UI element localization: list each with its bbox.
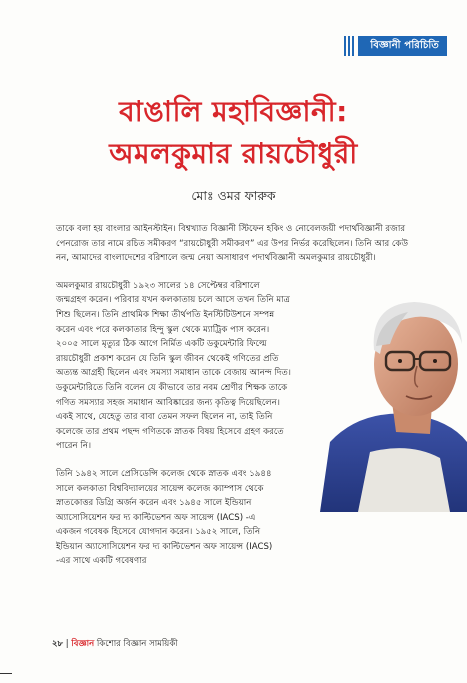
magazine-logo: বিজ্ঞান — [71, 639, 95, 649]
title-line-2: অমলকুমার রায়চৌধুরী — [109, 137, 358, 170]
crop-mark — [0, 673, 12, 674]
paragraph-1: তাকে বলা হয় বাংলার আইনস্টাইন। বিশ্বখ্যাত বিজ্ঞানী স্টিফেন হকিং ও নোবেলজয়ী পদার্থবিজ্ঞানী রজার পেনরোজ তার নামে রচিত সমীকরণ “রায়চৌধুরী সমীকরণ” এর উপর নির্ভর করেছিলেন। তিনি আর কেউ নন, আমাদের বাংলাদেশের বরিশালে জন্ম নেয়া অসাধারণ পদার্থবিজ্ঞানী অমলকুমার রায়চৌধুরী। — [56, 224, 409, 264]
page-footer: ২৮ | বিজ্ঞান কিশোর বিজ্ঞান সাময়িকী — [52, 639, 178, 649]
tag-stripes — [344, 36, 354, 56]
title-line-1: বাঙালি মহাবিজ্ঞানী: — [119, 95, 348, 128]
section-tag-label: বিজ্ঞানী পরিচিতি — [370, 40, 439, 51]
magazine-name: কিশোর বিজ্ঞান সাময়িকী — [96, 639, 178, 649]
section-tag — [358, 36, 447, 56]
author-name: মোঃ ওমর ফারুক — [191, 188, 276, 203]
paragraph-3: তিনি ১৯৪২ সালে প্রেসিডেন্সি কলেজ থেকে স্নাতক এবং ১৯৪৪ সালে কলকাতা বিশ্ববিদ্যালয়ের সায়েন্স কলেজ ক্যাম্পাস থেকে স্নাতকোত্তর ডিগ্রি অর্জন করেন এবং ১৯৪৫ সালে ইন্ডিয়ান অ্যাসোসিয়েশন ফর দ্য কাল্টিভেশন অফ সায়েন্স (IACS) -এ একজন গবেষক হিসেবে যোগদান করেন। ১৯৫২ সালে, তিনি ইন্ডিয়ান অ্যাসোসিয়েশন ফর দ্য কাল্টিভেশন অফ সায়েন্স (IACS) -এর সাথে একটি গবেষণার — [56, 468, 273, 567]
article-body — [56, 222, 416, 582]
page-number: ২৮ — [52, 639, 64, 649]
paragraph-2: অমলকুমার রায়চৌধুরী ১৯২৩ সালের ১৪ সেপ্টেম্বর বরিশালে জন্মগ্রহণ করেন। পরিবার যখন কলকাতায় চলে আসে তখন তিনি মাত্র শিশু ছিলেন। তিনি প্রাথমিক শিক্ষা তীর্থপতি ইনস্টিটিউশনে সম্পন্ন করেন এবং পরে কলকাতার হিন্দু স্কুল থেকে ম্যাট্রিক পাস করেন। ২০০৫ সালে মৃত্যুর ঠিক আগে নির্মিত একটি ডকুমেন্টারি ফিল্মে রায়চৌধুরী প্রকাশ করেন যে তিনি স্কুল জীবন থেকেই গণিতের প্রতি অত্যন্ত আগ্রহী ছিলেন এবং সমস্যা সমাধান তাকে বেজায় আনন্দ দিত। ডকুমেন্টারিতে তিনি বলেন যে কীভাবে তার নবম শ্রেণীর শিক্ষক তাকে গণিত সমস্যার সহজ সমাধান আবিষ্কারের জন্য কৃতিত্ব দিয়েছিলেন। একই সাথে, যেহেতু তার বাবা তেমন সফল ছিলেন না, তাই তিনি কলেজে তার প্রথম পছন্দ গণিতকে স্নাতক বিষয় হিসেবে গ্রহণ করতে পারেন নি। — [56, 280, 291, 452]
